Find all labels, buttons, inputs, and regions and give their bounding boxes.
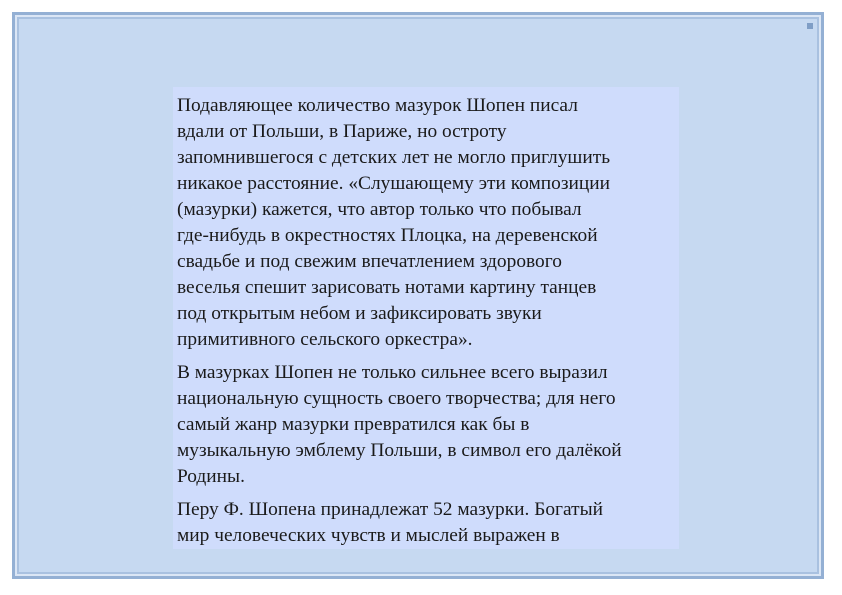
- paragraph-3: Перу Ф. Шопена принадлежат 52 мазурки. Богатый мир человеческих чувств и мыслей выражен в: [177, 499, 603, 546]
- paragraph-1: Подавляющее количество мазурок Шопен писал вдали от Польши, в Париже, но остроту запомнившегося с детских лет не могло приглушить никакое расстояние. «Слушающему эти композиции (мазурки) кажется, что автор только что побывал где-нибудь в окрестностях Плоцка, на деревенской свадьбе и под свежим впечатлением здорового веселья спешит зарисовать нотами картину танцев под открытым небом и зафиксировать звуки примитивного сельского оркестра».: [177, 95, 611, 350]
- corner-marker: [807, 23, 813, 29]
- slide: [12, 12, 824, 579]
- paragraph-2: В мазурках Шопен не только сильнее всего выразил национальную сущность своего творчества; для него самый жанр мазурки превратился как бы в музыкальную эмблему Польши, в символ его далёкой Родины.: [177, 362, 622, 487]
- text-box: [173, 87, 679, 549]
